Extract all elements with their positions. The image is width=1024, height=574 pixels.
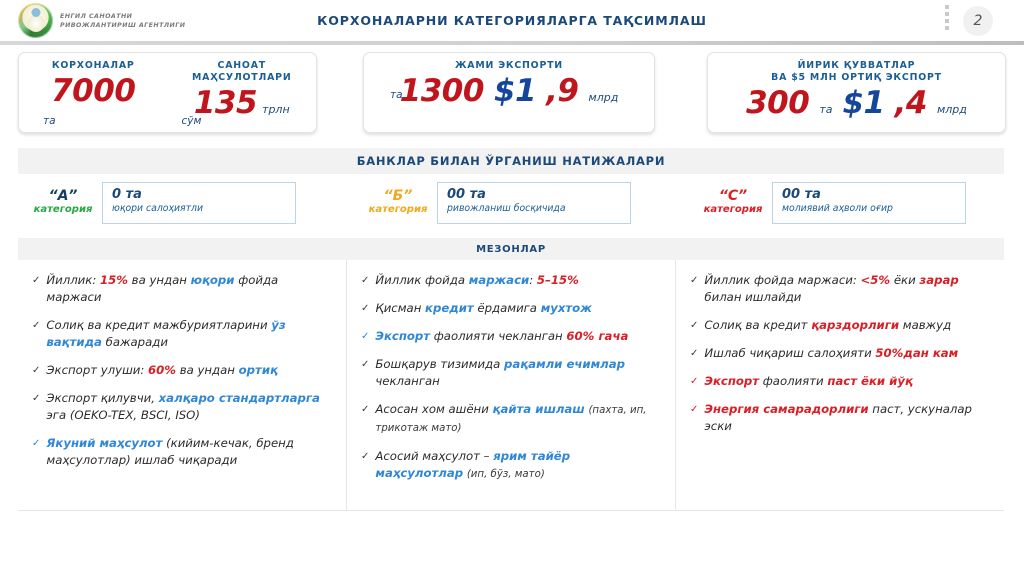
criteria-item — [361, 328, 661, 345]
criteria-column-c — [675, 260, 1004, 510]
kpi-industrial-output-value: 135 — [193, 85, 258, 121]
category-b-tag — [359, 189, 437, 217]
criteria-text: Солиқ ва кредит мажбуриятларини ўз вақтида бажаради — [46, 318, 286, 349]
category-b-box[interactable] — [437, 182, 631, 224]
category-b-desc: ривожланиш босқичида — [447, 203, 566, 214]
category-b-word: категория — [368, 204, 428, 215]
category-a-count: 0 та — [112, 187, 142, 202]
category-a-word: категория — [33, 204, 93, 215]
category-b[interactable] — [359, 182, 631, 224]
kpi-large-capacity-label-line2: ВА $5 МЛН ОРТИҚ ЭКСПОРТ — [771, 72, 942, 83]
kpi-industrial-output-unit: сўм — [181, 115, 202, 127]
criteria-text: Экспорт қилувчи, халқаро стандартларга эга (OEKO-TEX, BSCI, ISO) — [46, 391, 320, 422]
criteria-item — [361, 272, 661, 289]
category-a-letter: “А” — [48, 188, 78, 204]
kpi-total-export-money-blue: $1 — [493, 73, 537, 109]
criteria-text: Энергия самарадорлиги паст, ускуналар эски — [704, 402, 972, 433]
kpi-large-capacity-label — [708, 60, 1005, 84]
check-icon: ✓ — [32, 438, 41, 449]
kpi-card-enterprises — [18, 52, 317, 133]
criteria-text: Ишлаб чиқариш салоҳияти 50%дан кам — [704, 346, 959, 360]
banks-results-band: БАНКЛАР БИЛАН ЎРГАНИШ НАТИЖАЛАРИ — [18, 148, 1004, 174]
criteria-item — [361, 356, 661, 390]
kpi-industrial-output-label — [168, 60, 317, 84]
check-icon: ✓ — [361, 359, 370, 370]
check-icon: ✓ — [361, 303, 370, 314]
check-icon: ✓ — [32, 275, 41, 286]
category-row — [18, 182, 1004, 236]
criteria-text: Қисман кредит ёрдамига мухтож — [375, 301, 592, 315]
kpi-large-capacity-money-suffix: млрд — [936, 103, 967, 116]
agency-name-line2: РИВОЖЛАНТИРИШ АГЕНТЛИГИ — [60, 21, 186, 29]
category-c[interactable] — [694, 182, 966, 224]
criteria-item — [32, 362, 332, 379]
criteria-item — [690, 401, 990, 435]
kpi-card-total-export — [363, 52, 655, 133]
uzbekistan-emblem-icon — [18, 3, 53, 38]
criteria-band: МЕЗОНЛАР — [18, 238, 1004, 260]
kpi-row — [0, 52, 1024, 136]
check-icon: ✓ — [690, 320, 699, 331]
kpi-industrial-output-suffix: трлн — [262, 103, 290, 116]
category-c-tag — [694, 189, 772, 217]
category-c-desc: молиявий аҳволи оғир — [782, 203, 893, 214]
criteria-panel — [18, 260, 1004, 511]
check-icon: ✓ — [361, 404, 370, 415]
criteria-text: Экспорт улуши: 60% ва ундан ортиқ — [46, 363, 278, 377]
check-icon: ✓ — [32, 365, 41, 376]
category-a-tag — [24, 189, 102, 217]
category-a-desc: юқори салоҳиятли — [112, 203, 204, 214]
check-icon: ✓ — [690, 348, 699, 359]
kpi-large-capacity — [708, 53, 1005, 121]
criteria-item — [361, 448, 661, 483]
category-a[interactable] — [24, 182, 296, 224]
menu-dots-icon — [945, 5, 949, 30]
category-c-letter: “С” — [718, 188, 748, 204]
header-divider — [0, 41, 1024, 45]
page-number-badge: 2 — [963, 6, 993, 36]
criteria-item — [32, 435, 332, 469]
criteria-text: Асосан хом ашёни қайта ишлаш (пахта, ип, трикотаж мато) — [375, 402, 647, 434]
criteria-item — [690, 373, 990, 390]
criteria-item — [361, 401, 661, 437]
check-icon: ✓ — [690, 376, 699, 387]
criteria-text: Асосий маҳсулот – ярим тайёр маҳсулотлар (ип, бўз, мато) — [375, 449, 571, 480]
category-a-box[interactable] — [102, 182, 296, 224]
kpi-total-export — [364, 53, 654, 109]
criteria-text: Экспорт фаолияти чекланган 60% гача — [375, 329, 629, 343]
check-icon: ✓ — [690, 275, 699, 286]
kpi-large-capacity-money-red: ,4 — [894, 85, 927, 121]
check-icon: ✓ — [361, 331, 370, 342]
criteria-text: Йиллик фойда маржаси: <5% ёки зарар билан ишлайди — [704, 273, 959, 304]
kpi-enterprises-unit: та — [43, 115, 56, 127]
check-icon: ✓ — [690, 404, 699, 415]
kpi-output-label-line1: САНОАТ — [217, 60, 266, 71]
kpi-total-export-money-red: ,9 — [546, 73, 579, 109]
kpi-enterprises-value: 7000 — [51, 73, 136, 109]
kpi-enterprises — [19, 53, 168, 132]
footer-area — [0, 511, 1024, 574]
check-icon: ✓ — [32, 393, 41, 404]
kpi-total-export-count: 1300 — [399, 73, 484, 109]
kpi-total-export-unit: та — [390, 89, 403, 101]
category-c-count: 00 та — [782, 187, 821, 202]
criteria-text: Йиллик: 15% ва ундан юқори фойда маржаси — [46, 273, 279, 304]
kpi-total-export-money-suffix: млрд — [588, 91, 619, 104]
criteria-text: Йиллик фойда маржаси: 5–15% — [375, 273, 579, 287]
criteria-text: Якуний маҳсулот (кийим-кечак, бренд маҳсулотлар) ишлаб чиқаради — [46, 436, 294, 467]
category-c-word: категория — [703, 204, 763, 215]
kpi-total-export-label: ЖАМИ ЭКСПОРТИ — [455, 60, 563, 71]
criteria-item — [690, 317, 990, 334]
criteria-column-a — [18, 260, 346, 510]
kpi-large-capacity-count: 300 — [746, 85, 810, 121]
kpi-industrial-output — [168, 53, 317, 132]
criteria-item — [690, 345, 990, 362]
check-icon: ✓ — [361, 275, 370, 286]
criteria-text: Солиқ ва кредит қарздорлиги мавжуд — [704, 318, 952, 332]
criteria-item — [32, 272, 332, 306]
criteria-item — [690, 272, 990, 306]
category-c-box[interactable] — [772, 182, 966, 224]
agency-logo — [18, 3, 185, 38]
criteria-text: Экспорт фаолияти паст ёки йўқ — [704, 374, 913, 388]
criteria-item — [361, 300, 661, 317]
check-icon: ✓ — [32, 320, 41, 331]
kpi-large-capacity-unit: та — [819, 103, 833, 116]
kpi-output-label-line2: МАҲСУЛОТЛАРИ — [192, 72, 292, 83]
criteria-item — [32, 390, 332, 424]
check-icon: ✓ — [361, 451, 370, 462]
page-title: КОРХОНАЛАРНИ КАТЕГОРИЯЛАРГА ТАҚСИМЛАШ — [317, 13, 707, 28]
kpi-card-large-capacity — [707, 52, 1006, 133]
agency-name-line1: ЕНГИЛ САНОАТНИ — [60, 12, 133, 20]
criteria-text: Бошқарув тизимида рақамли ечимлар чекланган — [375, 357, 625, 388]
kpi-enterprises-label: КОРХОНАЛАР — [51, 60, 135, 71]
criteria-item — [32, 317, 332, 351]
kpi-large-capacity-label-line1: ЙИРИК ҚУВВАТЛАР — [797, 60, 916, 71]
category-b-letter: “Б” — [383, 188, 413, 204]
criteria-column-b — [346, 260, 675, 510]
category-b-count: 00 та — [447, 187, 486, 202]
agency-name — [60, 12, 185, 30]
kpi-large-capacity-money-blue: $1 — [842, 85, 885, 121]
top-bar — [0, 0, 1024, 41]
